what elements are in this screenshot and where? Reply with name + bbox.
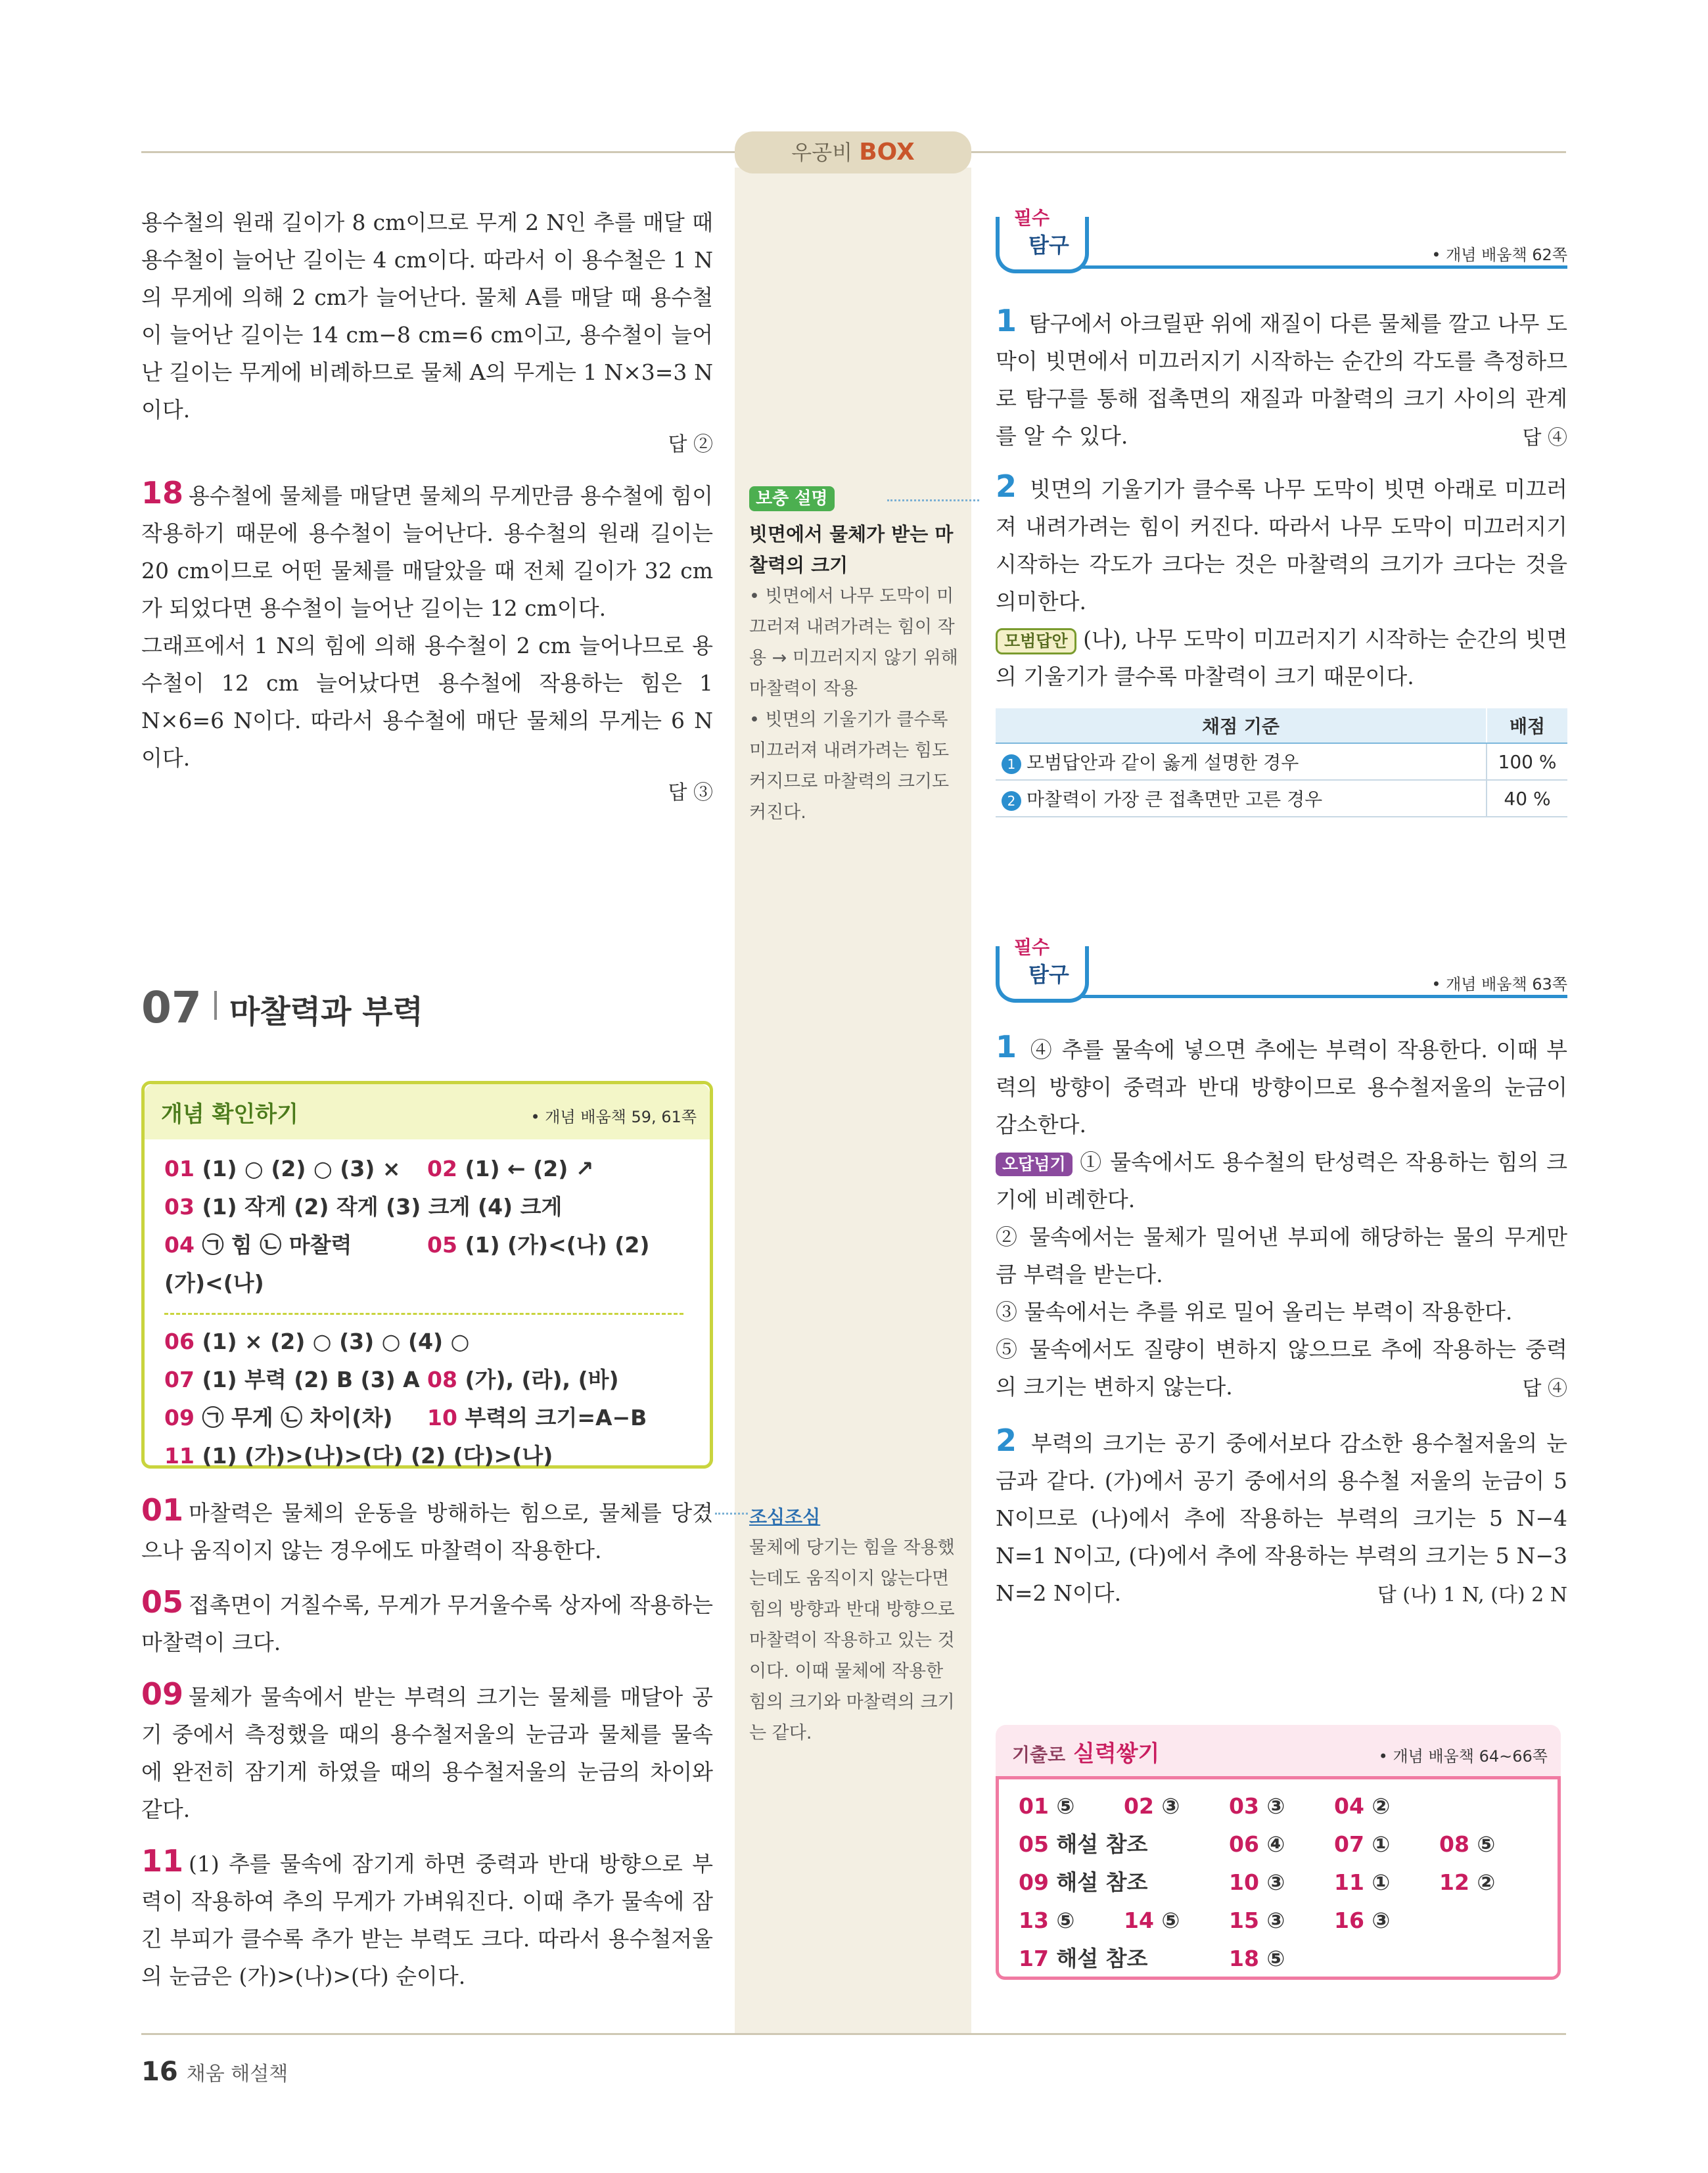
concept-divider — [164, 1313, 683, 1315]
practice-cell — [1334, 1787, 1439, 1825]
explore-ref: • 개념 배움책 62쪽 — [1431, 246, 1567, 264]
question-number: 2 — [996, 469, 1017, 504]
practice-number: 16 — [1334, 1908, 1364, 1933]
practice-answer: ① — [1364, 1869, 1391, 1895]
explanation-11 — [141, 1842, 713, 1995]
explanation-05 — [141, 1584, 713, 1661]
wrong-answer-badge: 오답넘기 — [996, 1153, 1073, 1176]
practice-answer: ⑤ — [1048, 1908, 1075, 1933]
caution-badge: 조심조심 — [749, 1506, 821, 1528]
explore2-q2-text: 부력의 크기는 공기 중에서보다 감소한 용수철저울의 눈금과 같다. (가)에서 공기 중에서의 용수철 저울의 눈금이 5 N이므로 (나)에서 추에 작용하는 부력의 크기는 5 N−4 N=1 N이고, (다)에서 추에 작용하는 부력의 크기는 5 N−3 N=2 N이다. — [996, 1430, 1567, 1606]
explanation-text: 마찰력은 물체의 운동을 방해하는 힘으로, 물체를 당겼으나 움직이지 않는 경우에도 마찰력이 작용한다. — [141, 1500, 713, 1563]
practice-number: 07 — [1334, 1831, 1364, 1857]
chapter-title — [141, 982, 423, 1033]
practice-number: 15 — [1229, 1908, 1259, 1933]
concept-ref: • 개념 배움책 59, 61쪽 — [530, 1108, 697, 1126]
practice-row — [1019, 1787, 1544, 1825]
paragraph-17: 용수철의 원래 길이가 8 cm이므로 무게 2 N인 추를 매달 때 용수철이 늘어난 길이는 4 cm이다. 따라서 이 용수철은 1 N의 무게에 의해 2 cm가 늘어난다. 물체 A를 매달 때 용수철이 늘어난 길이는 14 cm−8 cm=6 cm이고, 용수철이 늘어난 길이는 무게에 비례하므로 물체 A의 무게는 1 N×3=3 N이다. — [141, 210, 713, 423]
practice-cell — [1229, 1864, 1334, 1902]
wgb-box-column — [735, 168, 971, 2034]
leader-line-2 — [715, 1513, 748, 1515]
bottom-rule — [141, 2033, 1566, 2035]
concept-explanations — [141, 1492, 713, 1995]
row-score: 100 % — [1487, 743, 1567, 780]
row-criteria: 마찰력이 가장 큰 접촉면만 고른 경우 — [1027, 789, 1323, 810]
wrong-answer-1 — [996, 1143, 1567, 1218]
practice-frame — [996, 1776, 1561, 1980]
supplement-bullet-2: • 빗면의 기울기가 클수록 미끄러져 내려가려는 힘도 커지므로 마찰력의 크기도 커진다. — [749, 710, 950, 823]
answer-value: (가), (라), (바) — [465, 1367, 619, 1392]
wrong-answer-text: ① 물속에서도 용수철의 탄성력은 작용하는 힘의 크기에 비례한다. — [996, 1149, 1567, 1212]
question-number: 1 — [996, 1029, 1017, 1064]
answer-value: ㉠ 힘 ㉡ 마찰력 — [202, 1232, 352, 1258]
question-number: 09 — [141, 1676, 184, 1712]
caution-text: 물체에 당기는 힘을 작용했는데도 움직이지 않는다면 힘의 방향과 반대 방향으로 마찰력이 작용하고 있는 것이다. 이때 물체에 작용한 힘의 크기와 마찰력의 크기는 같다. — [749, 1538, 955, 1743]
answer-value: ㉠ 무게 ㉡ 차이(차) — [202, 1405, 393, 1430]
answer-value: (1) (가)<(나) (2) (가)<(나) — [164, 1232, 650, 1296]
table-header-criteria: 채점 기준 — [996, 708, 1487, 743]
table-row — [996, 743, 1567, 780]
explanation-text: (1) 추를 물속에 잠기게 하면 중력과 반대 방향으로 부력이 작용하여 추의 무게가 가벼워진다. 이때 추가 물속에 잠긴 부피가 클수록 추가 받는 부력도 크다. 따라서 용수철저울의 눈금은 (가)>(나)>(다) 순이다. — [141, 1851, 713, 1989]
model-answer-text: (나), 나무 도막이 미끄러지기 시작하는 순간의 빗면의 기울기가 클수록 마찰력이 크기 때문이다. — [996, 626, 1567, 689]
practice-cell — [1019, 1902, 1124, 1940]
question-number: 18 — [141, 475, 184, 511]
concept-heading — [161, 1096, 298, 1128]
box-tab-suffix: BOX — [859, 139, 915, 166]
wrong-answer-3: ③ 물속에서는 추를 위로 밀어 올리는 부력이 작용한다. — [996, 1299, 1513, 1325]
explore2-a1: 답 ④ — [1522, 1377, 1567, 1400]
row-criteria: 모범답안과 같이 옳게 설명한 경우 — [1027, 752, 1299, 773]
question-number: 1 — [996, 303, 1017, 338]
practice-cell — [1229, 1825, 1334, 1864]
explanation-09 — [141, 1676, 713, 1828]
wrong-answer-2: ② 물속에서는 물체가 밀어낸 부피에 해당하는 물의 무게만큼 부력을 받는다. — [996, 1224, 1567, 1287]
practice-number: 12 — [1439, 1869, 1469, 1895]
box-tab-prefix: 우공비 — [791, 140, 853, 165]
practice-number: 18 — [1229, 1946, 1259, 1971]
practice-answer: ③ — [1258, 1793, 1285, 1819]
explore-logo-top: 필수 — [1014, 936, 1050, 958]
explore-header — [996, 926, 1567, 999]
explore1-q1-text: 탐구에서 아크릴판 위에 재질이 다른 물체를 깔고 나무 도막이 빗면에서 미끄러지기 시작하는 순간의 각도를 측정하므로 탐구를 통해 접촉면의 재질과 마찰력의 크기 사이의 관계를 알 수 있다. — [996, 311, 1567, 449]
chapter-number: 07 — [141, 982, 202, 1033]
explore-header — [996, 197, 1567, 269]
answer-number: 01 — [164, 1156, 195, 1181]
practice-answer: ③ — [1258, 1869, 1285, 1895]
scoring-table — [996, 708, 1567, 817]
practice-cell — [1019, 1787, 1124, 1825]
answer-number: 02 — [427, 1156, 457, 1181]
practice-heading — [1012, 1735, 1159, 1768]
practice-answer: 해설 참조 — [1048, 1869, 1148, 1895]
concept-answers — [164, 1150, 690, 1475]
explore-logo-bottom: 탐구 — [1028, 233, 1069, 258]
practice-number: 08 — [1439, 1831, 1469, 1857]
practice-heading-2: 실력쌓기 — [1073, 1741, 1160, 1767]
practice-number: 09 — [1019, 1869, 1049, 1895]
question-18-text-2: 그래프에서 1 N의 힘에 의해 용수철이 2 cm 늘어나므로 용수철이 12 cm 늘어났다면 용수철에 작용하는 힘은 1 N×6=6 N이다. 따라서 용수철에 매단 물체의 무게는 6 N이다. — [141, 633, 713, 771]
practice-number: 02 — [1124, 1793, 1154, 1819]
practice-answer: ③ — [1258, 1908, 1285, 1933]
side-note-supplement — [749, 483, 959, 828]
practice-number: 03 — [1229, 1793, 1259, 1819]
practice-number: 17 — [1019, 1946, 1049, 1971]
practice-header — [996, 1725, 1561, 1776]
table-row — [996, 780, 1567, 817]
answer-number: 05 — [427, 1232, 457, 1258]
practice-cell — [1334, 1825, 1439, 1864]
explore2-q1-text: ④ 추를 물속에 넣으면 추에는 부력이 작용한다. 이때 부력의 방향이 중력과 반대 방향이므로 용수철저울의 눈금이 감소한다. — [996, 1037, 1567, 1137]
answer-number: 09 — [164, 1405, 195, 1430]
concept-heading-2: 확인하기 — [212, 1101, 298, 1128]
practice-box — [996, 1725, 1561, 1980]
practice-answer: ② — [1364, 1793, 1391, 1819]
explore1-q2-text: 빗면의 기울기가 클수록 나무 도막이 빗면 아래로 미끄러져 내려가려는 힘이 커진다. 따라서 나무 도막이 미끄러지기 시작하는 각도가 크다는 것은 마찰력의 크기가 크다는 것을 의미한다. — [996, 476, 1567, 614]
practice-number: 11 — [1334, 1869, 1364, 1895]
side-note-caution — [749, 1501, 959, 1749]
answer-row — [164, 1188, 690, 1226]
practice-number: 04 — [1334, 1793, 1364, 1819]
explore1-a1: 답 ④ — [1522, 426, 1567, 449]
explore1-q2 — [996, 468, 1567, 620]
practice-answer: ⑤ — [1153, 1908, 1180, 1933]
answer-row — [164, 1150, 690, 1188]
answer-row — [164, 1437, 690, 1475]
practice-row — [1019, 1864, 1544, 1902]
answer-number: 07 — [164, 1367, 195, 1392]
practice-answer: ⑤ — [1258, 1946, 1285, 1971]
practice-cell — [1229, 1787, 1334, 1825]
chapter-divider — [214, 991, 217, 1020]
answer-17: 답 ② — [668, 433, 713, 456]
explore-section-2 — [996, 926, 1567, 1612]
book-title: 채움 해설책 — [186, 2063, 289, 2086]
explanation-text: 접촉면이 거칠수록, 무게가 무거울수록 상자에 작용하는 마찰력이 크다. — [141, 1592, 713, 1655]
practice-cell — [1439, 1825, 1544, 1864]
answer-value: (1) ○ (2) ○ (3) × — [202, 1156, 401, 1181]
wgb-box-tab — [735, 131, 971, 173]
practice-answer: ③ — [1364, 1908, 1391, 1933]
question-number: 11 — [141, 1843, 184, 1879]
model-answer — [996, 620, 1567, 695]
row-score: 40 % — [1487, 780, 1567, 817]
practice-row — [1019, 1902, 1544, 1940]
practice-cell — [1019, 1940, 1148, 1978]
practice-answer: ③ — [1153, 1793, 1180, 1819]
explore-ref: • 개념 배움책 63쪽 — [1431, 975, 1567, 994]
explanation-01 — [141, 1492, 713, 1569]
answer-number: 10 — [427, 1405, 457, 1430]
wrong-answer-5: ⑤ 물속에서도 질량이 변하지 않으므로 추에 작용하는 중력의 크기는 변하지 않는다. — [996, 1337, 1567, 1400]
answer-value: (1) 부력 (2) B (3) A — [202, 1367, 420, 1392]
answer-value: 부력의 크기=A−B — [465, 1405, 647, 1430]
answer-number: 06 — [164, 1329, 195, 1354]
leader-line-1 — [887, 499, 979, 501]
practice-row — [1019, 1940, 1544, 1978]
concept-check-box — [141, 1081, 713, 1469]
answer-row — [164, 1323, 690, 1361]
footer — [141, 2057, 288, 2087]
page-number: 16 — [141, 2057, 178, 2087]
question-18-text: 용수철에 물체를 매달면 물체의 무게만큼 용수철에 힘이 작용하기 때문에 용수철이 늘어난다. 용수철의 원래 길이는 20 cm이므로 어떤 물체를 매달았을 때 전체 길이가 32 cm가 되었다면 용수철이 늘어난 길이는 12 cm이다. — [141, 483, 713, 621]
explore2-a2: 답 (나) 1 N, (다) 2 N — [1377, 1584, 1567, 1607]
practice-answer: ② — [1469, 1869, 1496, 1895]
answer-value: (1) (가)>(나)>(다) (2) (다)>(나) — [202, 1443, 553, 1469]
question-number: 05 — [141, 1584, 184, 1620]
explore-rule — [1081, 995, 1567, 998]
left-top-section — [141, 204, 713, 810]
practice-answer: ④ — [1258, 1831, 1285, 1857]
row-number: 2 — [1002, 791, 1021, 811]
explore-section-1 — [996, 197, 1567, 817]
practice-ref: • 개념 배움책 64~66쪽 — [1378, 1747, 1548, 1766]
practice-number: 06 — [1229, 1831, 1259, 1857]
practice-answer: ⑤ — [1048, 1793, 1075, 1819]
explanation-text: 물체가 물속에서 받는 부력의 크기는 물체를 매달아 공기 중에서 측정했을 때의 용수철저울의 눈금과 물체를 물속에 완전히 잠기게 하였을 때의 용수철저울의 눈금의 차이와 같다. — [141, 1684, 713, 1822]
supplement-badge: 보충 설명 — [749, 486, 835, 511]
model-answer-badge: 모범답안 — [996, 628, 1076, 654]
answer-number: 08 — [427, 1367, 457, 1392]
practice-number: 01 — [1019, 1793, 1049, 1819]
practice-number: 13 — [1019, 1908, 1049, 1933]
practice-cell — [1124, 1787, 1229, 1825]
practice-cell — [1019, 1825, 1148, 1864]
question-number: 01 — [141, 1492, 184, 1528]
practice-cell — [1229, 1902, 1334, 1940]
row-number: 1 — [1002, 754, 1021, 774]
explore2-q1 — [996, 1028, 1567, 1143]
practice-number: 05 — [1019, 1831, 1049, 1857]
answer-value: (1) ← (2) ↗ — [465, 1156, 594, 1181]
practice-cell — [1124, 1902, 1229, 1940]
practice-cell — [1019, 1864, 1148, 1902]
supplement-bullet-1: • 빗면에서 나무 도막이 미끄러져 내려가려는 힘이 작용 → 미끄러지지 않기 위해 마찰력이 작용 — [749, 586, 958, 699]
answer-value: (1) × (2) ○ (3) ○ (4) ○ — [202, 1329, 470, 1354]
practice-number: 14 — [1124, 1908, 1154, 1933]
practice-cell — [1334, 1902, 1439, 1940]
table-header-score: 배점 — [1487, 708, 1567, 743]
practice-cell — [1334, 1864, 1439, 1902]
concept-check-header — [145, 1084, 710, 1139]
explore-logo-top: 필수 — [1014, 207, 1050, 229]
answer-row — [164, 1399, 690, 1437]
question-number: 2 — [996, 1423, 1017, 1458]
answer-number: 03 — [164, 1194, 195, 1220]
concept-heading-1: 개념 — [161, 1101, 204, 1128]
answer-row — [164, 1361, 690, 1399]
supplement-title: 빗면에서 물체가 받는 마찰력의 크기 — [749, 523, 954, 576]
practice-cell — [1439, 1864, 1544, 1902]
explore-rule — [1081, 265, 1567, 269]
explore-logo-bottom: 탐구 — [1028, 962, 1069, 987]
practice-cell — [1229, 1940, 1334, 1978]
answer-value: (1) 작게 (2) 작게 (3) 크게 (4) 크게 — [202, 1194, 563, 1220]
practice-row — [1019, 1825, 1544, 1864]
answer-18: 답 ③ — [668, 781, 713, 804]
practice-answer: ① — [1364, 1831, 1391, 1857]
answer-row — [164, 1226, 690, 1302]
answer-number: 11 — [164, 1443, 195, 1469]
practice-answer: 해설 참조 — [1048, 1946, 1148, 1971]
question-18 — [141, 474, 713, 627]
practice-answer: ⑤ — [1469, 1831, 1496, 1857]
practice-grid — [1019, 1787, 1544, 1978]
practice-answer: 해설 참조 — [1048, 1831, 1148, 1857]
practice-number: 10 — [1229, 1869, 1259, 1895]
chapter-name: 마찰력과 부력 — [229, 994, 423, 1030]
practice-heading-1: 기출로 — [1012, 1744, 1066, 1766]
answer-number: 04 — [164, 1232, 195, 1258]
